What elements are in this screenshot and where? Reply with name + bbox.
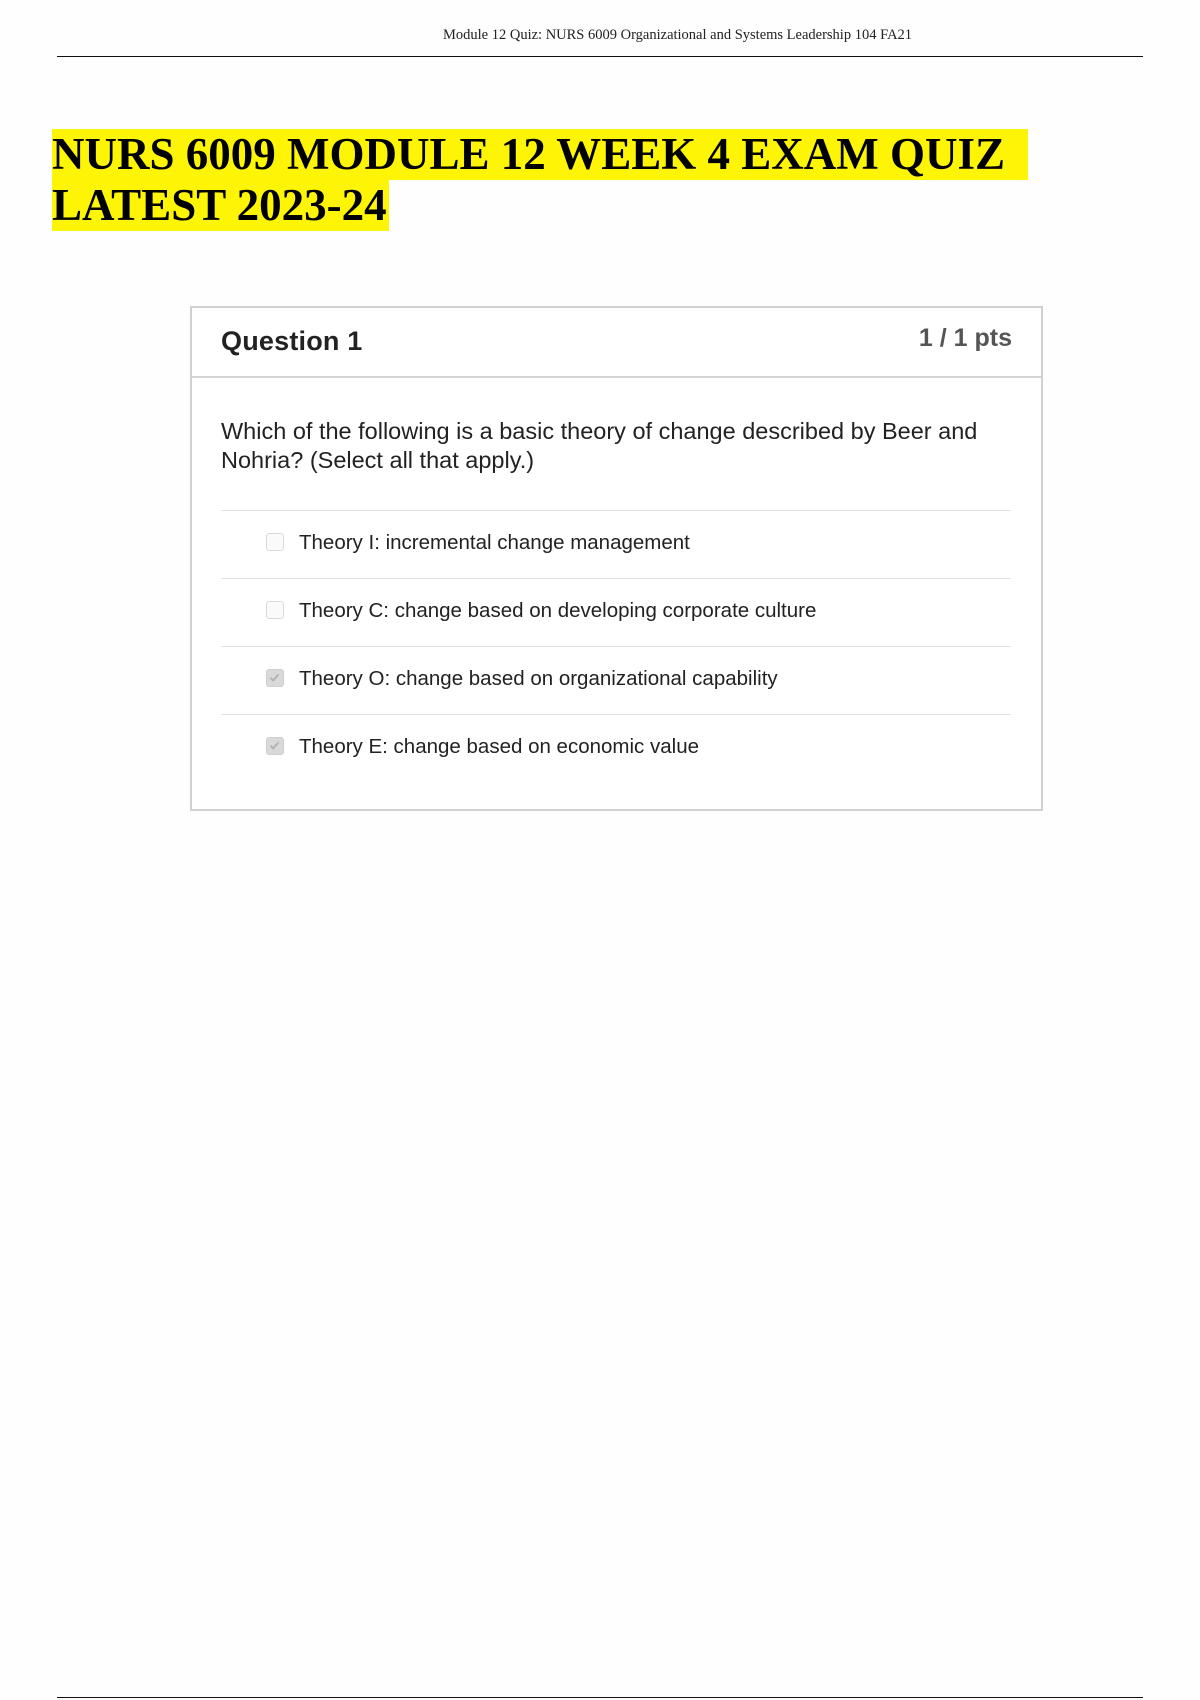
question-header (192, 308, 1041, 378)
question-card (190, 306, 1043, 811)
document-title (52, 129, 1028, 231)
answer-checkbox[interactable] (266, 737, 284, 755)
question-text: Which of the following is a basic theory of change described by Beer and Nohria? (Select all that apply.) (221, 418, 978, 473)
document-title-line-1: NURS 6009 MODULE 12 WEEK 4 EXAM QUIZ (52, 129, 1028, 180)
answer-option[interactable] (221, 579, 1011, 647)
answer-list (221, 510, 1011, 782)
answer-label: Theory I: incremental change management (299, 531, 690, 554)
footer-divider (57, 1697, 1143, 1698)
answer-checkbox[interactable] (266, 601, 284, 619)
checkmark-icon (268, 671, 281, 684)
answer-option[interactable] (221, 511, 1011, 579)
question-title: Question 1 (221, 326, 363, 356)
checkmark-icon (268, 739, 281, 752)
document-title-line-2: LATEST 2023-24 (52, 180, 387, 230)
answer-checkbox[interactable] (266, 669, 284, 687)
answer-option[interactable] (221, 715, 1011, 782)
running-header: Module 12 Quiz: NURS 6009 Organizational and Systems Leadership 104 FA21 (443, 27, 913, 43)
header-divider (57, 56, 1143, 57)
answer-label: Theory O: change based on organizational capability (299, 667, 778, 690)
answer-label: Theory C: change based on developing corporate culture (299, 599, 817, 622)
question-points: 1 / 1 pts (918, 324, 1012, 352)
answer-option[interactable] (221, 647, 1011, 715)
answer-checkbox[interactable] (266, 533, 284, 551)
answer-label: Theory E: change based on economic value (299, 735, 700, 758)
